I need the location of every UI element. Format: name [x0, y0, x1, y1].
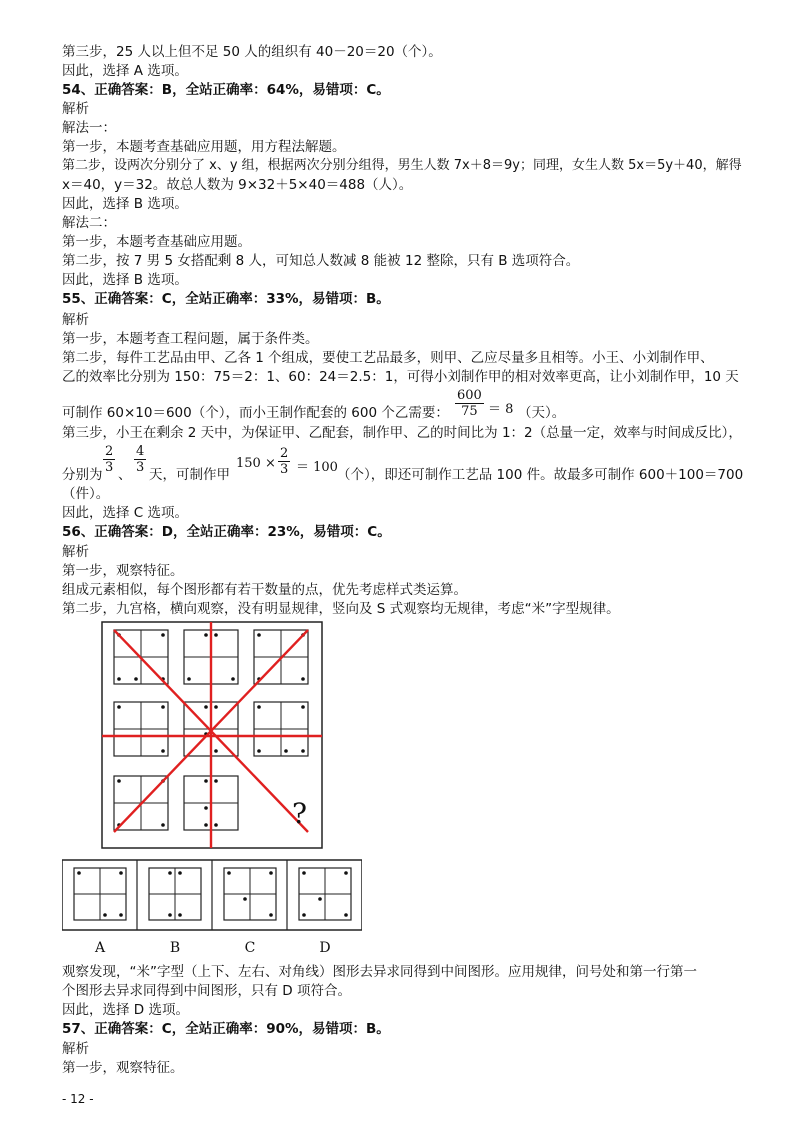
question-mark: ? [292, 797, 308, 830]
fraction-denominator: 3 [136, 460, 145, 475]
text-line: 第三步，25 人以上但不足 50 人的组织有 40－20＝20（个）。 [62, 44, 442, 60]
dot [161, 705, 165, 709]
text-line: 因此，选择 B 选项。 [62, 272, 188, 288]
grid-cell [114, 702, 168, 756]
text-line: 第三步，小王在剩余 2 天中，为保证甲、乙配套，制作甲、乙的时间比为 1：2（总量一定，效率与时间成反比）， [62, 425, 742, 441]
dot [231, 677, 235, 681]
dot [178, 871, 182, 875]
fraction-600-75 [455, 388, 484, 419]
dot [243, 897, 247, 901]
equation-result: ＝ 100 [296, 460, 338, 475]
dot [302, 913, 306, 917]
dot [117, 779, 121, 783]
text-line: 分别为 [62, 467, 103, 483]
dot [204, 633, 208, 637]
dot [301, 677, 305, 681]
text-line: 第一步，观察特征。 [62, 563, 184, 579]
text-line: 第一步，本题考查基础应用题，用方程法解题。 [62, 139, 346, 155]
text-line: x＝40，y＝32。故总人数为 9×32＋5×40＝488（人）。 [62, 177, 413, 193]
fraction-numerator: 4 [136, 444, 145, 459]
dot [214, 779, 218, 783]
fraction-denominator: 3 [105, 460, 114, 475]
option-cell [74, 868, 126, 920]
dot [214, 633, 218, 637]
text-line: 解法一： [62, 120, 116, 136]
fraction-numerator: 600 [457, 388, 482, 403]
text-line: 第一步，观察特征。 [62, 1060, 184, 1076]
text-line: 第二步，按 7 男 5 女搭配剩 8 人，可知总人数减 8 能被 12 整除，只有 B 选项符合。 [62, 253, 580, 269]
dot [301, 749, 305, 753]
fraction-denominator: 75 [461, 404, 478, 419]
dot [318, 897, 322, 901]
dot [119, 871, 123, 875]
text-line: 个图形去异求同得到中间图形，只有 D 项符合。 [62, 983, 351, 999]
dot [117, 705, 121, 709]
dot [301, 705, 305, 709]
option-label: C [244, 940, 256, 956]
dot [204, 779, 208, 783]
answer-heading-54: 54、正确答案：B，全站正确率：64%，易错项：C。 [62, 82, 390, 98]
equation-lead: 150 × [236, 456, 276, 471]
answer-heading-57: 57、正确答案：C，全站正确率：90%，易错项：B。 [62, 1021, 390, 1037]
answer-heading-56: 56、正确答案：D，全站正确率：23%，易错项：C。 [62, 524, 391, 540]
text-line: 第二步，九宫格，横向观察，没有明显规律，竖向及 S 式观察均无规律，考虑“米”字型规律。 [62, 601, 620, 617]
text-line: 因此，选择 D 选项。 [62, 1002, 189, 1018]
dot [117, 677, 121, 681]
dot [269, 871, 273, 875]
dot [178, 913, 182, 917]
option-cell [149, 868, 201, 920]
dot [187, 677, 191, 681]
dot [168, 871, 172, 875]
option-cell [299, 868, 351, 920]
dot [103, 913, 107, 917]
section-label: 解析 [62, 1041, 89, 1057]
fraction-numerator: 2 [105, 444, 114, 459]
text-line: 第二步，每件工艺品由甲、乙各 1 个组成，要使工艺品最多，则甲、乙应尽量多且相等。小王、小刘制作甲、 [62, 350, 714, 366]
equation-result: ＝ 8 [488, 402, 514, 417]
dot [134, 677, 138, 681]
dot [204, 806, 208, 810]
text-line: 、 [118, 467, 132, 483]
text-line: 组成元素相似，每个图形都有若干数量的点，优先考虑样式类运算。 [62, 582, 467, 598]
text-line: （件）。 [62, 486, 110, 502]
text-line: 第二步，设两次分别分了 x、y 组，根据两次分别分组得，男生人数 7x＋8＝9y；同理，女生人数 5x＝5y＋40，解得 [62, 158, 742, 173]
dot [214, 749, 218, 753]
dot [257, 749, 261, 753]
dot [227, 871, 231, 875]
text-line: 因此，选择 A 选项。 [62, 63, 188, 79]
dot [161, 749, 165, 753]
dot [302, 871, 306, 875]
dot [284, 749, 288, 753]
dot [269, 913, 273, 917]
text-line: （天）。 [518, 405, 566, 421]
dot [204, 823, 208, 827]
fraction-2-3 [278, 446, 290, 477]
dot [257, 633, 261, 637]
answer-options-row [62, 860, 362, 956]
dot [257, 705, 261, 709]
dot [214, 705, 218, 709]
option-cell [224, 868, 276, 920]
text-line: 解法二： [62, 215, 116, 231]
text-line: 因此，选择 C 选项。 [62, 505, 189, 521]
dot [344, 913, 348, 917]
section-label: 解析 [62, 312, 89, 328]
text-line: 乙的效率比分别为 150：75＝2：1、60：24＝2.5：1，可得小刘制作甲的相对效率更高，让小刘制作甲，10 天 [62, 369, 739, 385]
text-line: 第一步，本题考查基础应用题。 [62, 234, 251, 250]
dot [204, 705, 208, 709]
fraction-denominator: 3 [280, 462, 289, 477]
dot [77, 871, 81, 875]
grid-cell [254, 702, 308, 756]
text-line: （个），即还可制作工艺品 100 件。故最多可制作 600＋100＝700 [337, 467, 744, 483]
fraction-4-3 [134, 444, 146, 475]
text-line: 可制作 60×10＝600（个），而小王制作配套的 600 个乙需要： [62, 405, 449, 421]
dot [161, 823, 165, 827]
page-number: - 12 - [62, 1092, 94, 1106]
section-label: 解析 [62, 544, 89, 560]
section-label: 解析 [62, 101, 89, 117]
dot [344, 871, 348, 875]
option-label: A [94, 940, 106, 956]
dot [119, 913, 123, 917]
dot [214, 823, 218, 827]
puzzle-figure [62, 620, 362, 964]
text-line: 第一步，本题考查工程问题，属于条件类。 [62, 331, 319, 347]
answer-heading-55: 55、正确答案：C，全站正确率：33%，易错项：B。 [62, 291, 390, 307]
fraction-2-3 [103, 444, 115, 475]
fraction-numerator: 2 [280, 446, 289, 461]
dot [168, 913, 172, 917]
text-line: 天，可制作甲 [149, 467, 230, 483]
dot [161, 633, 165, 637]
option-label: D [319, 940, 331, 956]
option-label: B [169, 940, 181, 956]
text-line: 观察发现，“米”字型（上下、左右、对角线）图形去异求同得到中间图形。应用规律，问号处和第一行第一 [62, 964, 697, 980]
text-line: 因此，选择 B 选项。 [62, 196, 188, 212]
